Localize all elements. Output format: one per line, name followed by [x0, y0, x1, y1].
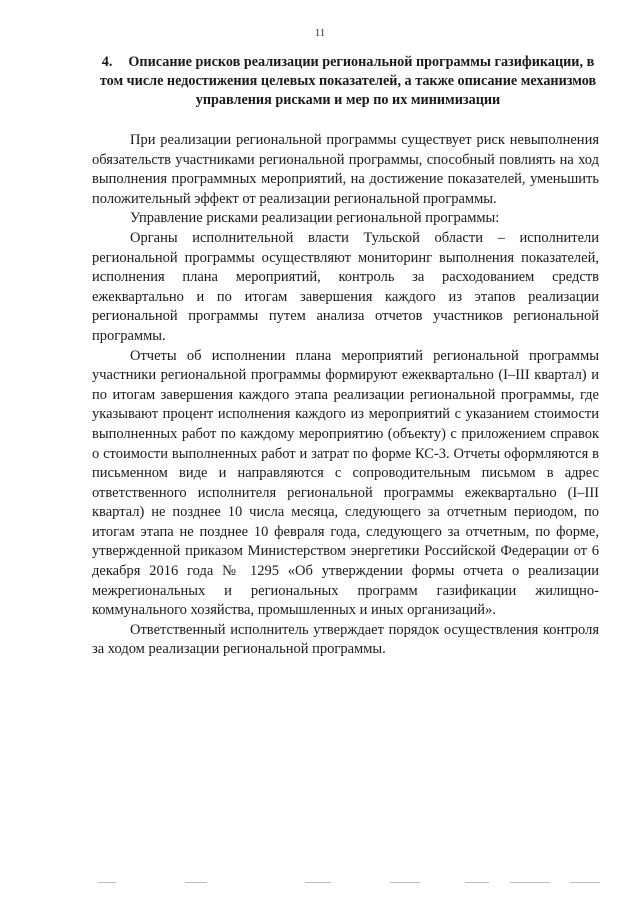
paragraph: Органы исполнительной власти Тульской области – исполнители региональной программы осуществляют мониторинг выполнения показателей, исполнения плана мероприятий, контроль за расходованием средств ежеквартально и по итогам завершения каждого из этапов реализации региональной программы путем анализа отчетов участников региональной программы.: [92, 229, 599, 344]
body-text: [92, 131, 599, 660]
paragraph: Ответственный исполнитель утверждает порядок осуществления контроля за ходом реализации региональной программы.: [92, 621, 599, 658]
section-heading: [98, 53, 598, 110]
scan-artifacts: [90, 882, 610, 886]
page-number: 11: [314, 27, 326, 39]
paragraph: При реализации региональной программы существует риск невыполнения обязательств участниками региональной программы, способный повлиять на ход выполнения программных мероприятий, на достижение показателей, уменьшить положительный эффект от реализации региональной программы.: [92, 132, 599, 207]
section-title: Описание рисков реализации региональной программы газификации, в том числе недостижения целевых показателей, а также описание механизмов управления рисками и мер по их минимизации: [99, 54, 597, 108]
section-number: 4.: [101, 54, 113, 70]
paragraph: Отчеты об исполнении плана мероприятий региональной программы участники региональной программы формируют ежеквартально (I–III квартал) и по итогам завершения каждого этапа реализации региональной программы, где указывают процент исполнения каждого из мероприятий с указанием стоимости выполненных работ по каждому мероприятию (объекту) с приложением справок о стоимости выполненных работ и затрат по форме КС-3. Отчеты оформляются в письменном виде и направляются с сопроводительным письмом в адрес ответственного исполнителя региональной программы ежеквартально (I–III квартал) не позднее 10 числа месяца, следующего за отчетным периодом, по итогам этапа не позднее 10 февраля года, следующего за отчетным, по форме, утвержденной приказом Министерством энергетики Российской Федерации от 6 декабря 2016 года № 1295 «Об утверждении формы отчета о реализации межрегиональных и региональных программ газификации жилищно-коммунального хозяйства, промышленных и иных организаций».: [92, 347, 599, 619]
paragraph: Управление рисками реализации региональной программы:: [130, 210, 500, 227]
